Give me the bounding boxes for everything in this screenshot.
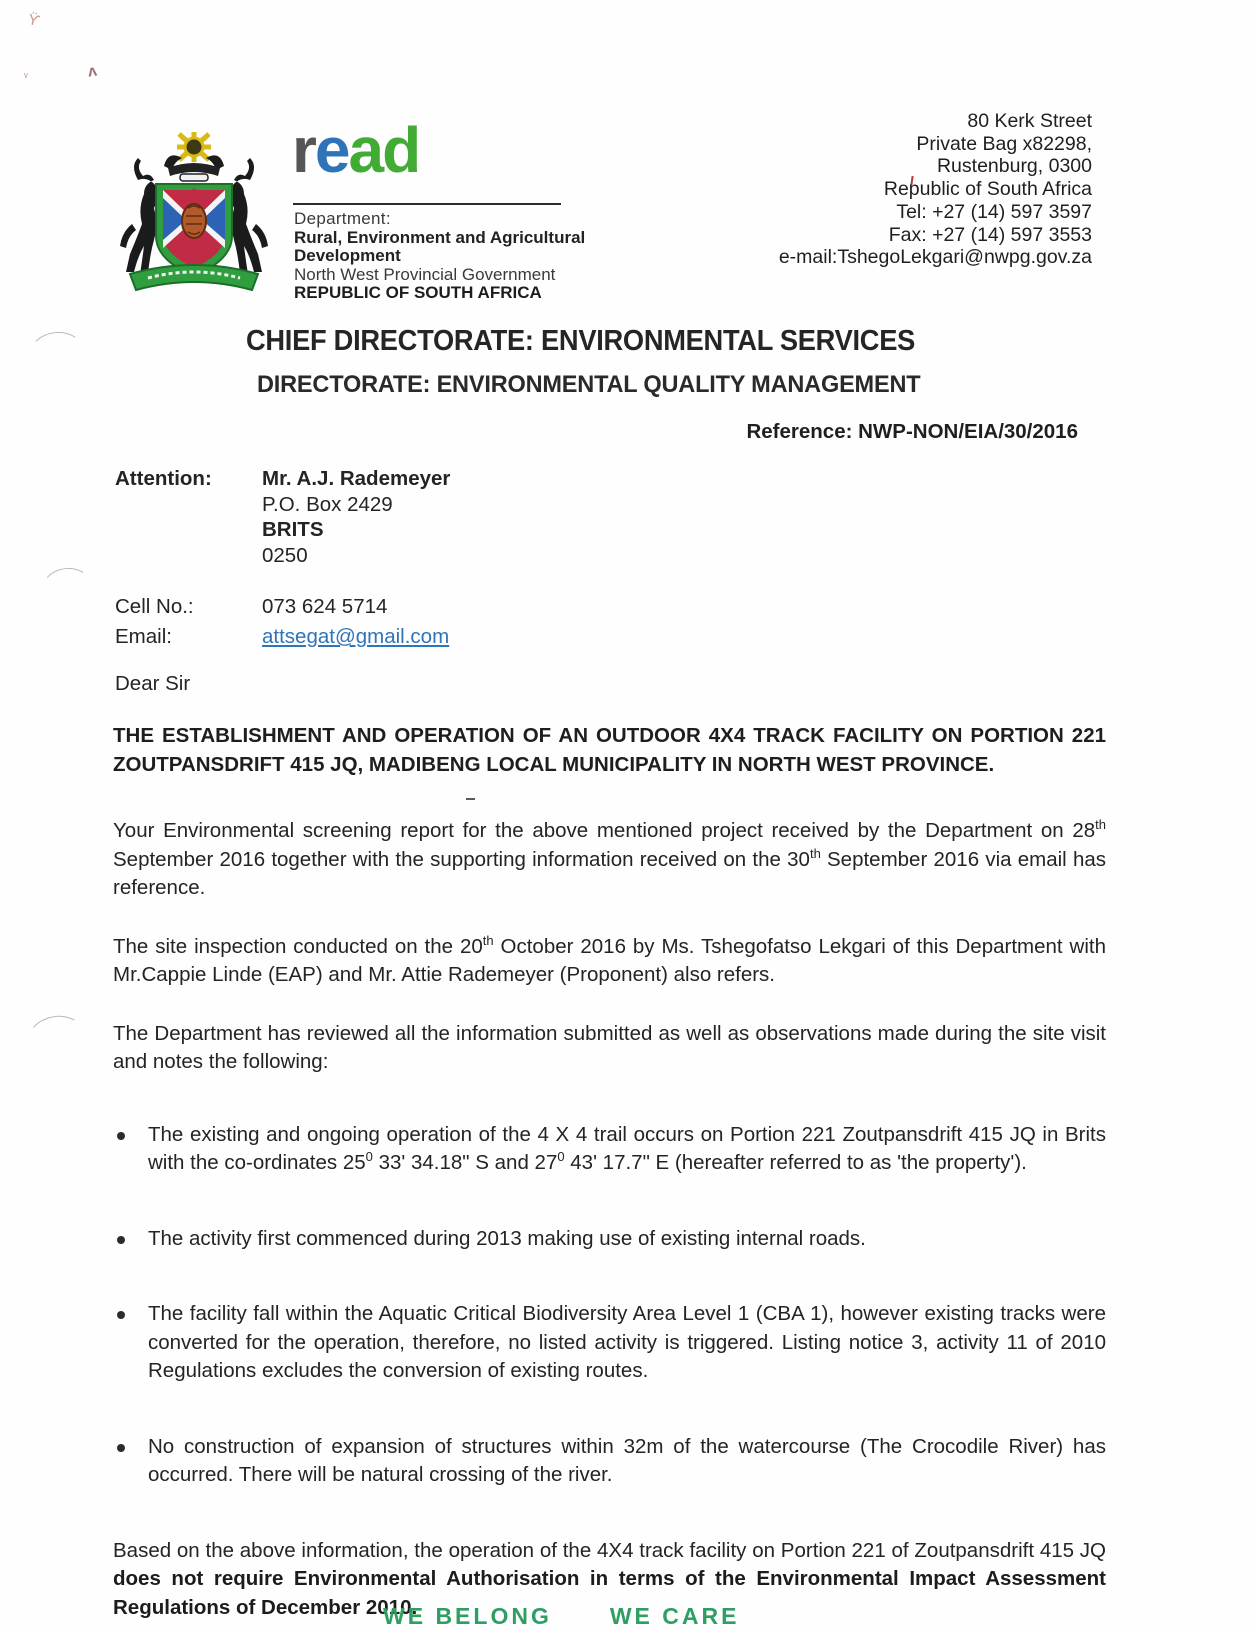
department-name-line1: Rural, Environment and Agricultural xyxy=(294,227,586,247)
list-item xyxy=(113,1225,1106,1254)
paragraph-text: October 2016 by Ms. Tshegofatso Lekgari of this Department with Mr.Cappie Linde (EAP) and Mr. Attie Rademeyer (Proponent) also refers. xyxy=(113,934,1106,986)
city-postal: Rustenburg, 0300 xyxy=(936,155,1092,178)
paragraph-text: September 2016 via email has reference. xyxy=(113,847,1107,899)
footer-slogan-part1: WE BELONG xyxy=(383,1603,552,1629)
bullet-icon xyxy=(117,1132,125,1140)
read-logo xyxy=(292,114,420,186)
bullet-icon xyxy=(117,1311,125,1319)
bullet-text: 43' 17.7" E (hereafter referred to as 'the property'). xyxy=(564,1151,1027,1174)
paragraph-review-intro: The Department has reviewed all the information submitted as well as observations made during the site visit and notes the following: xyxy=(113,1021,1106,1073)
shield-icon xyxy=(156,184,232,276)
superscript-ordinal: th xyxy=(809,845,821,861)
postal-address: Private Bag x82298, xyxy=(916,132,1092,155)
fax: Fax: +27 (14) 597 3553 xyxy=(888,223,1092,246)
footer-slogan xyxy=(383,1603,739,1630)
list-item xyxy=(113,1121,1106,1178)
bullet-text: 33' 34.18" S and 27 xyxy=(372,1151,558,1174)
recipient-name: Mr. A.J. Rademeyer xyxy=(262,467,451,490)
pen-mark-artifact: ϔ xyxy=(26,10,42,31)
superscript-ordinal: th xyxy=(482,932,494,948)
department-name-line2: Development xyxy=(294,246,401,265)
superscript-ordinal: th xyxy=(1095,817,1106,833)
pen-mark-artifact: ᵥ xyxy=(24,66,28,80)
sunflower-icon xyxy=(177,132,211,162)
recipient-email-link[interactable]: attsegat@gmail.com xyxy=(262,625,450,648)
bullet-text: The existing and ongoing operation of the 4 X 4 trail occurs on Portion 221 Zoutpansdrift 415 JQ in Brits with the co-ordinates 25 xyxy=(148,1122,1106,1174)
salutation: Dear Sir xyxy=(115,672,191,695)
bullet-icon xyxy=(117,1236,125,1244)
street-address: 80 Kerk Street xyxy=(967,110,1092,132)
page-curl-artifact xyxy=(25,1011,89,1064)
read-logo-letters-ad: ad xyxy=(348,114,420,186)
country: Republic of South Africa xyxy=(883,178,1092,201)
telephone: Tel: +27 (14) 597 3597 xyxy=(896,200,1092,223)
recipient-contact-block xyxy=(115,592,449,652)
page-curl-artifact xyxy=(39,565,94,612)
superscript-degree: 0 xyxy=(557,1149,565,1165)
superscript-degree: 0 xyxy=(365,1149,373,1165)
directorate-title: DIRECTORATE: ENVIRONMENTAL QUALITY MANAGEMENT xyxy=(257,371,921,398)
contact-address-block xyxy=(560,110,1092,269)
country-name: REPUBLIC OF SOUTH AFRICA xyxy=(294,283,542,302)
paragraph-text: September 2016 together with the supporting information received on the 30 xyxy=(113,847,810,871)
bullet-icon xyxy=(117,1444,125,1452)
recipient-po-box: P.O. Box 2429 xyxy=(262,492,393,516)
list-item xyxy=(113,1433,1106,1490)
provincial-government: North West Provincial Government xyxy=(294,264,556,284)
cell-number: 073 624 5714 xyxy=(262,595,388,618)
page-curl-artifact xyxy=(28,329,86,376)
list-item xyxy=(113,1300,1106,1386)
chief-directorate-title: CHIEF DIRECTORATE: ENVIRONMENTAL SERVICES xyxy=(246,325,916,357)
read-logo-letter-e: e xyxy=(314,114,349,186)
paragraph-site-inspection xyxy=(113,933,1106,990)
antelope-supporter-icon xyxy=(230,158,268,274)
bullet-text: No construction of expansion of structures within 32m of the watercourse (The Crocodile River) has occurred. There will be natural crossing of the river. xyxy=(148,1434,1106,1486)
email-label: Email: xyxy=(115,625,172,648)
bullet-text: The facility fall within the Aquatic Critical Biodiversity Area Level 1 (CBA 1), however existing tracks were converted for the operation, therefore, no listed activity is triggered. Listing notice 3, activity 11 of 2010 Regulations excludes the conversion of existing routes. xyxy=(148,1302,1106,1382)
cell-label: Cell No.: xyxy=(115,595,194,618)
antelope-supporter-icon xyxy=(120,158,158,274)
footer-slogan-part2: WE CARE xyxy=(609,1603,740,1629)
pen-mark-artifact: ʌ xyxy=(86,62,98,81)
department-label: Department: xyxy=(294,209,391,228)
attention-label: Attention: xyxy=(115,467,212,490)
north-west-coat-of-arms xyxy=(108,128,280,300)
conclusion-text: Based on the above information, the operation of the 4X4 track facility on Portion 221 of Zoutpansdrift 415 JQ xyxy=(113,1538,1106,1562)
logo-divider-line xyxy=(293,203,561,205)
bullet-text: The activity first commenced during 2013 making use of existing internal roads. xyxy=(148,1226,866,1250)
reference-number: Reference: NWP-NON/EIA/30/2016 xyxy=(746,420,1078,443)
paragraph-text: The site inspection conducted on the 20 xyxy=(113,934,483,958)
read-logo-letter-r: r xyxy=(292,114,315,186)
recipient-postal-code: 0250 xyxy=(262,543,308,567)
motto-ribbon-icon xyxy=(130,265,258,290)
letter-body xyxy=(113,722,1106,1622)
conclusion-bold-text: does not require Environmental Authorisation in terms of the Environmental Impact Assessment Regulations of December 2010. xyxy=(113,1567,1106,1619)
header-email: e-mail:TshegoLekgari@nwpg.gov.za xyxy=(778,246,1092,269)
department-identity xyxy=(294,210,585,303)
recipient-block xyxy=(115,466,450,568)
subject-line: THE ESTABLISHMENT AND OPERATION OF AN OUTDOOR 4X4 TRACK FACILITY ON PORTION 221 ZOUTPANSDRIFT 415 JQ, MADIBENG LOCAL MUNICIPALITY IN NORTH WEST PROVINCE. xyxy=(113,724,1106,776)
paragraph-screening-report xyxy=(113,817,1106,903)
recipient-city: BRITS xyxy=(262,518,324,541)
paragraph-text: Your Environmental screening report for the above mentioned project received by the Department on 28 xyxy=(113,819,1096,842)
findings-list xyxy=(113,1121,1106,1490)
